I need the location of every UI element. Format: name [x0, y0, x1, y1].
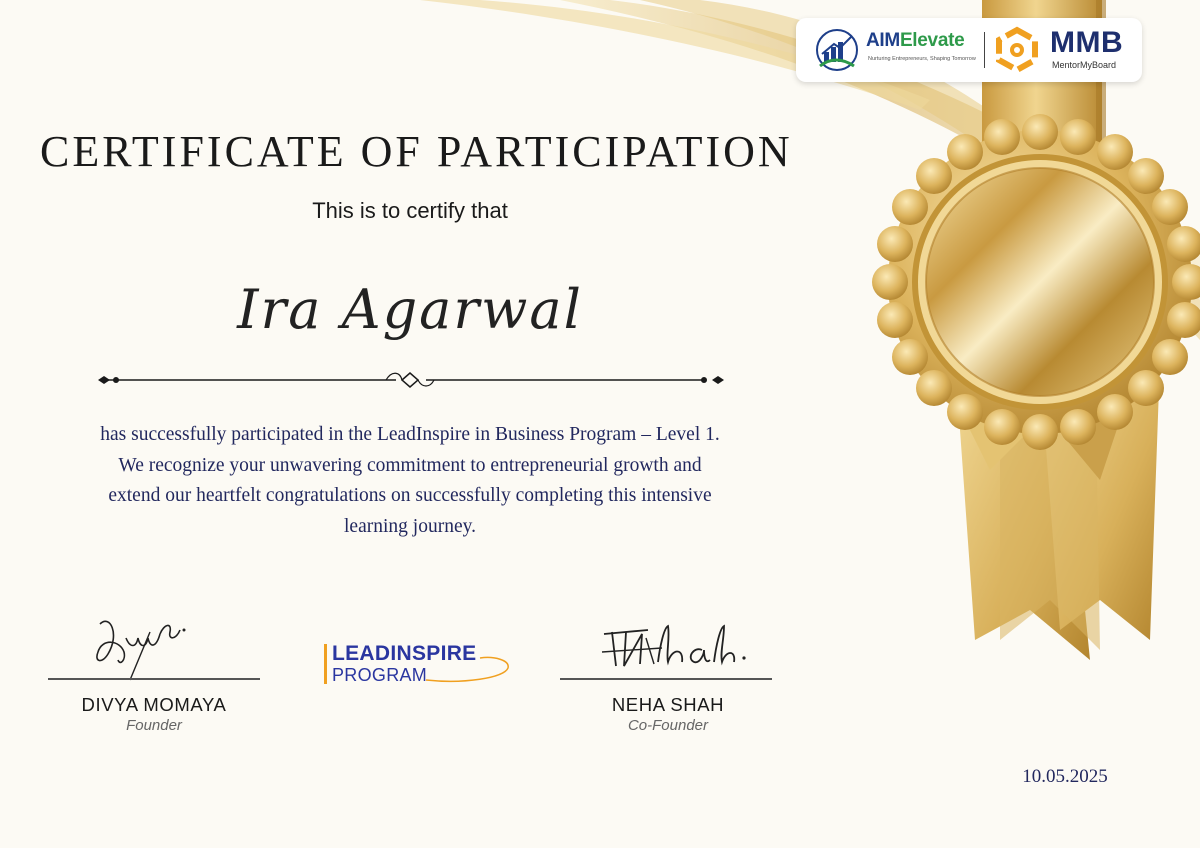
body-line: has successfully participated in the LeadInspire in Business Program – Level 1. [100, 424, 720, 445]
aim-elevate-chart-icon [812, 28, 862, 72]
certificate-body [50, 420, 770, 542]
certify-intro: This is to certify that [312, 198, 508, 223]
partner-logos-card [796, 18, 1142, 82]
cofounder-role: Co-Founder [627, 717, 709, 734]
recipient-name: Ira Agarwal [237, 278, 583, 341]
logo-separator [984, 32, 985, 68]
certificate-title: CERTIFICATE OF PARTICIPATION [40, 127, 793, 176]
body-line: We recognize your unwavering commitment to entrepreneurial growth and [118, 454, 702, 476]
body-line: learning journey. [344, 515, 476, 537]
cofounder-signature [598, 618, 748, 678]
certificate-date: 10.05.2025 [1022, 766, 1108, 787]
cofounder-name: NEHA SHAH [611, 694, 725, 715]
body-line: extend our heartfelt congratulations on successfully completing this intensive [108, 485, 712, 506]
cofounder-signature-line [560, 678, 772, 680]
founder-name: DIVYA MOMAYA [81, 694, 227, 715]
logo-line-2: PROGRAM [332, 665, 428, 685]
founder-role: Founder [126, 717, 182, 734]
leadinspire-program-logo [324, 640, 524, 692]
founder-signature [80, 604, 200, 684]
mmb-tagline: MentorMyBoard [1052, 60, 1117, 70]
logo-accent-bar [324, 644, 327, 684]
logo-swoosh [424, 650, 514, 686]
mmb-hexagon-icon [992, 26, 1042, 74]
aim-elevate-tagline: Nurturing Entrepreneurs, Shaping Tomorrow [868, 56, 976, 62]
ornamental-divider [96, 368, 726, 392]
logo-line-1: LEADINSPIRE [332, 642, 477, 665]
mmb-wordmark: MMB [1050, 26, 1124, 59]
founder-signature-line [48, 678, 260, 680]
aim-elevate-wordmark: AIMElevate [866, 30, 965, 51]
